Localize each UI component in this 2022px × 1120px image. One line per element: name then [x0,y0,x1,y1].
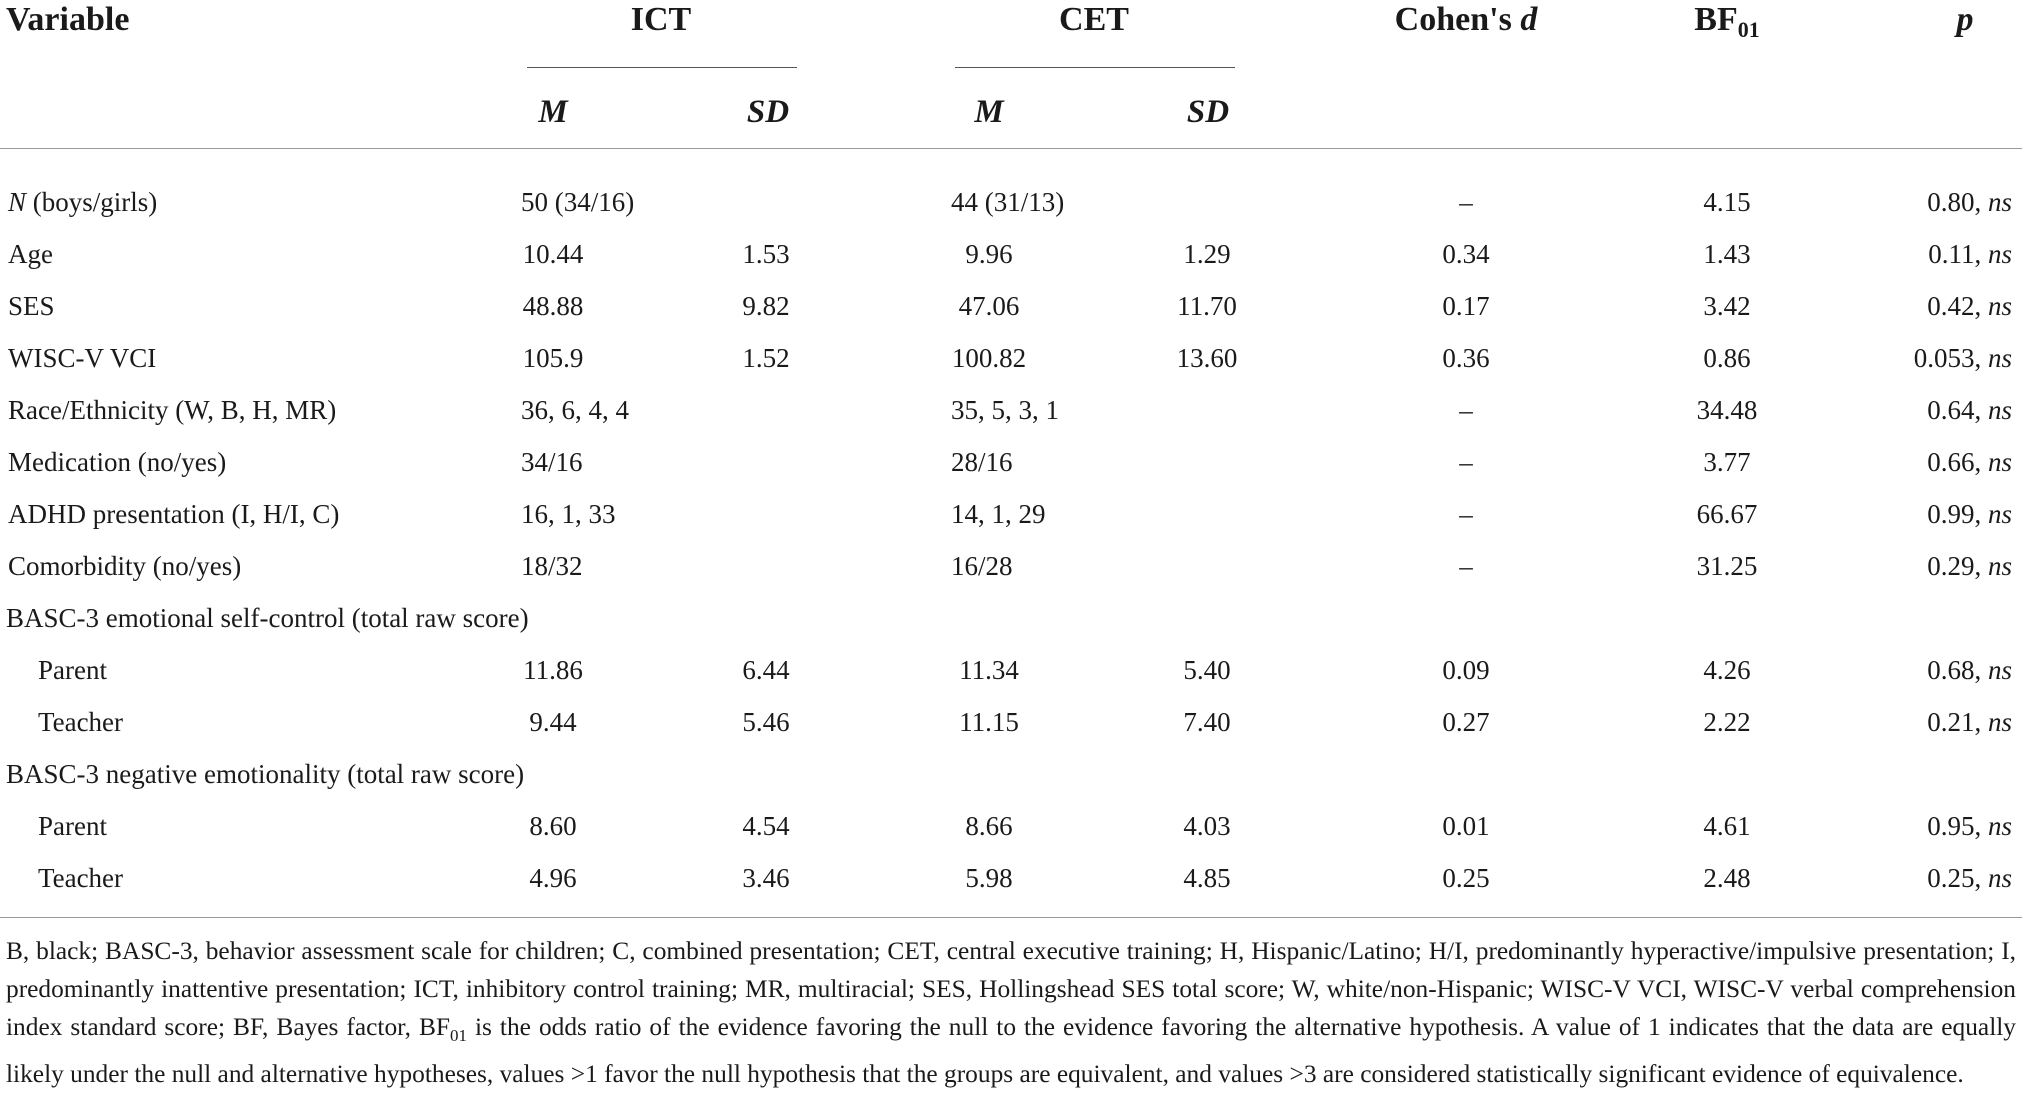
row-label [38,696,123,748]
cell-cet-sd: 13.60 [1176,343,1238,373]
row-label-text: Medication (no/yes) [8,447,227,477]
group-rule-ict [527,67,797,68]
p-value-number: 0.80, [1927,187,1988,217]
header-cohens-d-text: Cohen's [1394,1,1521,38]
p-value-ns: ns [1987,811,2012,841]
cell-ict-m: 16, 1, 33 [521,499,616,529]
header-p: p [1956,1,1974,38]
table-row [0,488,2022,540]
cell-cohens-d: 0.09 [1442,655,1490,685]
cell-ict-m: 36, 6, 4, 4 [521,395,629,425]
p-value-ns: ns [1987,187,2012,217]
cell-ict-m: 105.9 [522,343,584,373]
table-row [0,800,2022,852]
p-value-number: 0.11, [1928,239,1988,269]
cell-cohens-d: – [1459,187,1473,217]
cell-cet-m: 35, 5, 3, 1 [951,395,1059,425]
cell-ict-sd: 6.44 [742,655,790,685]
cell-cohens-d: – [1459,395,1473,425]
p-value-ns: ns [1987,343,2012,373]
cell-bayes-factor: 34.48 [1696,395,1758,425]
cell-ict-sd: 1.53 [742,239,790,269]
row-label [8,540,241,592]
cell-cet-sd: 4.03 [1183,811,1231,841]
cell-cet-m: 100.82 [951,343,1027,373]
p-value-ns: ns [1987,499,2012,529]
cell-bayes-factor: 4.26 [1703,655,1751,685]
footnote-subscript: 01 [450,1026,468,1046]
cell-p-value [1927,384,2012,436]
header-bf-subscript: 01 [1737,17,1760,42]
p-value-number: 0.66, [1927,447,1988,477]
p-value-ns: ns [1987,551,2012,581]
header-cet-m: M [974,94,1004,130]
p-value-ns: ns [1987,863,2012,893]
cell-cet-m: 5.98 [965,863,1013,893]
cell-p-value [1927,436,2012,488]
group-rule-cet [955,67,1235,68]
cell-p-value [1927,644,2012,696]
header-bayes-factor [1694,0,1759,50]
cell-bayes-factor: 3.42 [1703,291,1751,321]
cell-p-value [1927,800,2012,852]
row-label [38,852,123,904]
header-group-ict: ICT [630,1,692,38]
cell-ict-m: 4.96 [529,863,577,893]
cell-bayes-factor: 4.61 [1703,811,1751,841]
row-label-text: Age [8,239,53,269]
row-label [8,332,156,384]
cell-bayes-factor: 4.15 [1703,187,1751,217]
header-bf-text: BF [1694,1,1738,38]
cell-bayes-factor: 66.67 [1696,499,1758,529]
cell-cet-m: 11.34 [959,655,1019,685]
table-bottom-rule [0,917,2022,918]
table-row [0,436,2022,488]
p-value-number: 0.99, [1927,499,1988,529]
cell-cet-m: 8.66 [965,811,1013,841]
header-variable: Variable [6,1,130,38]
row-label [6,748,524,800]
p-value-number: 0.64, [1927,395,1988,425]
cell-cet-sd: 11.70 [1177,291,1237,321]
cell-cohens-d: 0.01 [1442,811,1490,841]
cell-cohens-d: – [1459,447,1473,477]
cell-cet-m: 28/16 [951,447,1013,477]
cell-cet-m: 16/28 [951,551,1013,581]
cell-ict-sd: 1.52 [742,343,790,373]
table-row [0,540,2022,592]
table-row [0,852,2022,904]
header-cohens-d-symbol: d [1520,1,1538,38]
row-label-symbol: N [8,187,27,217]
row-label-text: Teacher [38,707,124,737]
row-label-text: (boys/girls) [26,187,158,217]
cell-p-value [1927,488,2012,540]
cell-p-value [1928,228,2012,280]
cell-p-value [1927,696,2012,748]
table-row [0,384,2022,436]
footnote-text-a: B, black; BASC-3, behavior assessment scale for children; C, combined presentation; CET, central executive training; H, Hispanic/Latino; H/I, predominantly hyperactive/impulsive presentation; I, predominantly inattentive presentation; ICT, inhibitory control training; MR, multiracial; SES, Hollingshead SES total score; W, white/non-Hispanic; WISC-V VCI, WISC-V verbal comprehension index standard score; BF, Bayes factor, BF [6,937,2016,1041]
cell-cohens-d: 0.17 [1442,291,1490,321]
table-row [0,644,2022,696]
table-header [0,0,2022,140]
section-row [0,748,2022,800]
row-label-text: Race/Ethnicity (W, B, H, MR) [8,395,337,425]
row-label-text: BASC-3 emotional self-control (total raw score) [6,603,529,633]
header-cohens-d [1395,0,1538,40]
cell-ict-m: 10.44 [522,239,584,269]
table-row [0,228,2022,280]
p-value-number: 0.68, [1927,655,1988,685]
cell-cet-sd: 1.29 [1183,239,1231,269]
cell-p-value [1914,332,2012,384]
header-group-cet: CET [1059,1,1129,38]
cell-cet-m: 44 (31/13) [951,187,1065,217]
row-label [8,488,339,540]
cell-cet-m: 47.06 [958,291,1020,321]
cell-cohens-d: 0.36 [1442,343,1490,373]
p-value-number: 0.29, [1927,551,1988,581]
row-label [6,592,529,644]
p-value-ns: ns [1987,291,2012,321]
row-label-text: SES [8,291,55,321]
footnote-text-b: is the odds ratio of the evidence favoring the null to the evidence favoring the alternative hypothesis. A value of 1 indicates that the data are equally likely under the null and alternative hypotheses, values >1 favor the null hypothesis that the groups are equivalent, and values >3 are considered statistically significant evidence of equivalence. [6,1013,2016,1089]
row-label-text: ADHD presentation (I, H/I, C) [8,499,340,529]
row-label-text: Parent [38,655,107,685]
cell-cet-sd: 4.85 [1183,863,1231,893]
row-label [8,228,53,280]
p-value-number: 0.95, [1927,811,1988,841]
cell-cet-m: 14, 1, 29 [951,499,1046,529]
table-footnote [6,932,2016,1093]
cell-ict-sd: 4.54 [742,811,790,841]
cell-cet-m: 9.96 [965,239,1013,269]
cell-ict-m: 50 (34/16) [521,187,635,217]
row-label-text: WISC-V VCI [8,343,157,373]
cell-bayes-factor: 2.48 [1703,863,1751,893]
table-row [0,280,2022,332]
cell-bayes-factor: 3.77 [1703,447,1751,477]
cell-p-value [1927,176,2012,228]
row-label [8,436,226,488]
row-label-text: Parent [38,811,107,841]
section-row [0,592,2022,644]
cell-ict-m: 9.44 [529,707,577,737]
cell-ict-m: 18/32 [521,551,583,581]
cell-ict-m: 8.60 [529,811,577,841]
cell-cohens-d: 0.34 [1442,239,1490,269]
header-cet-sd: SD [1186,94,1230,130]
cell-ict-m: 48.88 [522,291,584,321]
cell-ict-sd: 9.82 [742,291,790,321]
cell-bayes-factor: 31.25 [1696,551,1758,581]
cell-p-value [1927,540,2012,592]
row-label-text: Teacher [38,863,124,893]
row-label-text: BASC-3 negative emotionality (total raw score) [6,759,525,789]
cell-ict-m: 34/16 [521,447,583,477]
header-bottom-rule [0,148,2022,149]
table-row [0,696,2022,748]
p-value-ns: ns [1987,655,2012,685]
row-label [8,176,157,228]
p-value-number: 0.053, [1913,343,1988,373]
cell-cohens-d: 0.25 [1442,863,1490,893]
row-label [8,280,55,332]
p-value-number: 0.25, [1927,863,1988,893]
cell-cohens-d: 0.27 [1442,707,1490,737]
table-row [0,176,2022,228]
cell-cohens-d: – [1459,499,1473,529]
table-body [0,176,2022,904]
cell-bayes-factor: 0.86 [1703,343,1751,373]
p-value-ns: ns [1987,447,2012,477]
header-ict-m: M [538,94,568,130]
header-ict-sd: SD [746,94,790,130]
p-value-number: 0.21, [1927,707,1988,737]
cell-cet-m: 11.15 [959,707,1019,737]
cell-ict-m: 11.86 [523,655,583,685]
cell-cohens-d: – [1459,551,1473,581]
cell-bayes-factor: 1.43 [1703,239,1751,269]
cell-p-value [1927,852,2012,904]
row-label [8,384,336,436]
cell-cet-sd: 7.40 [1183,707,1231,737]
row-label [38,644,107,696]
row-label [38,800,107,852]
p-value-ns: ns [1987,707,2012,737]
cell-bayes-factor: 2.22 [1703,707,1751,737]
cell-cet-sd: 5.40 [1183,655,1231,685]
cell-ict-sd: 3.46 [742,863,790,893]
cell-ict-sd: 5.46 [742,707,790,737]
cell-p-value [1927,280,2012,332]
p-value-ns: ns [1987,395,2012,425]
table-row [0,332,2022,384]
p-value-ns: ns [1987,239,2012,269]
row-label-text: Comorbidity (no/yes) [8,551,242,581]
p-value-number: 0.42, [1927,291,1988,321]
